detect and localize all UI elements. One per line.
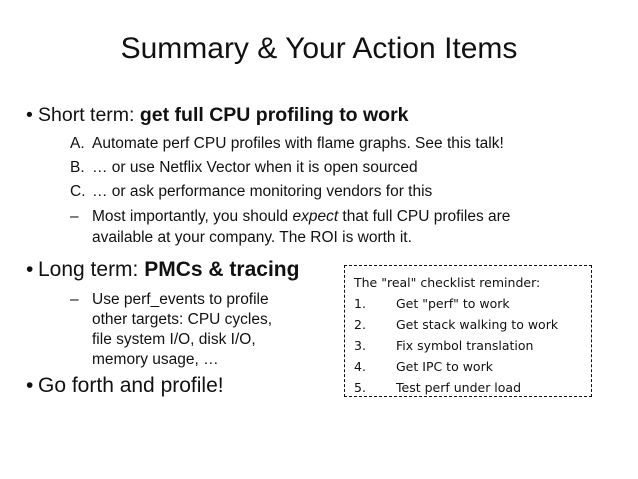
checklist-num: 1. [354,296,366,311]
dash-marker: – [70,291,79,308]
most-important-before: Most importantly, you should [92,208,293,225]
checklist-item [354,293,591,314]
long-term-goal: PMCs & tracing [144,258,300,281]
checklist-reminder-box [344,265,592,397]
checklist-item [354,314,591,335]
checklist-item [354,377,591,398]
short-term-goal: get full CPU profiling to work [139,104,409,126]
bullet-icon: • [26,104,33,126]
most-important-after: that full CPU profiles are [338,208,511,225]
item-marker: C. [70,183,86,200]
most-important-line2: available at your company. The ROI is worth it. [92,229,412,246]
item-text: … or ask performance monitoring vendors for this [92,183,433,200]
checklist-num: 2. [354,317,366,332]
checklist-item [354,335,591,356]
short-term-label: Short term: [38,104,140,126]
short-item-b [70,158,418,178]
most-important-line1 [70,207,510,227]
item-text: … or use Netflix Vector when it is open sourced [92,159,418,176]
bullet-short-term [26,103,409,127]
short-item-c [70,182,432,202]
checklist-num: 3. [354,338,366,353]
checklist-heading: The "real" checklist reminder: [354,275,541,290]
item-marker: A. [70,135,85,152]
go-forth-text: Go forth and profile! [38,374,224,397]
checklist-text: Test perf under load [396,380,522,395]
checklist-text: Get stack walking to work [396,317,559,332]
dash-marker: – [70,208,79,225]
slide-title: Summary & Your Action Items [120,32,518,65]
bullet-icon: • [26,258,34,281]
checklist-text: Fix symbol translation [396,338,534,353]
bullet-icon: • [26,374,34,397]
long-item-line4: memory usage, … [92,351,219,368]
emphasis-expect: expect [292,208,339,225]
long-item-line2: other targets: CPU cycles, [92,311,273,328]
long-item-line1 [70,290,269,310]
bullet-go-forth [26,374,224,398]
bullet-long-term [26,258,300,282]
item-marker: B. [70,159,85,176]
long-item-text: Use perf_events to profile [92,291,269,308]
checklist-num: 5. [354,380,366,395]
item-text: Automate perf CPU profiles with flame graphs. See this talk! [92,135,504,152]
checklist-item [354,356,591,377]
checklist-text: Get IPC to work [396,359,493,374]
long-item-line3: file system I/O, disk I/O, [92,331,256,348]
long-term-label: Long term: [38,258,145,281]
short-item-a [70,134,504,154]
checklist-text: Get "perf" to work [396,296,510,311]
checklist-num: 4. [354,359,366,374]
